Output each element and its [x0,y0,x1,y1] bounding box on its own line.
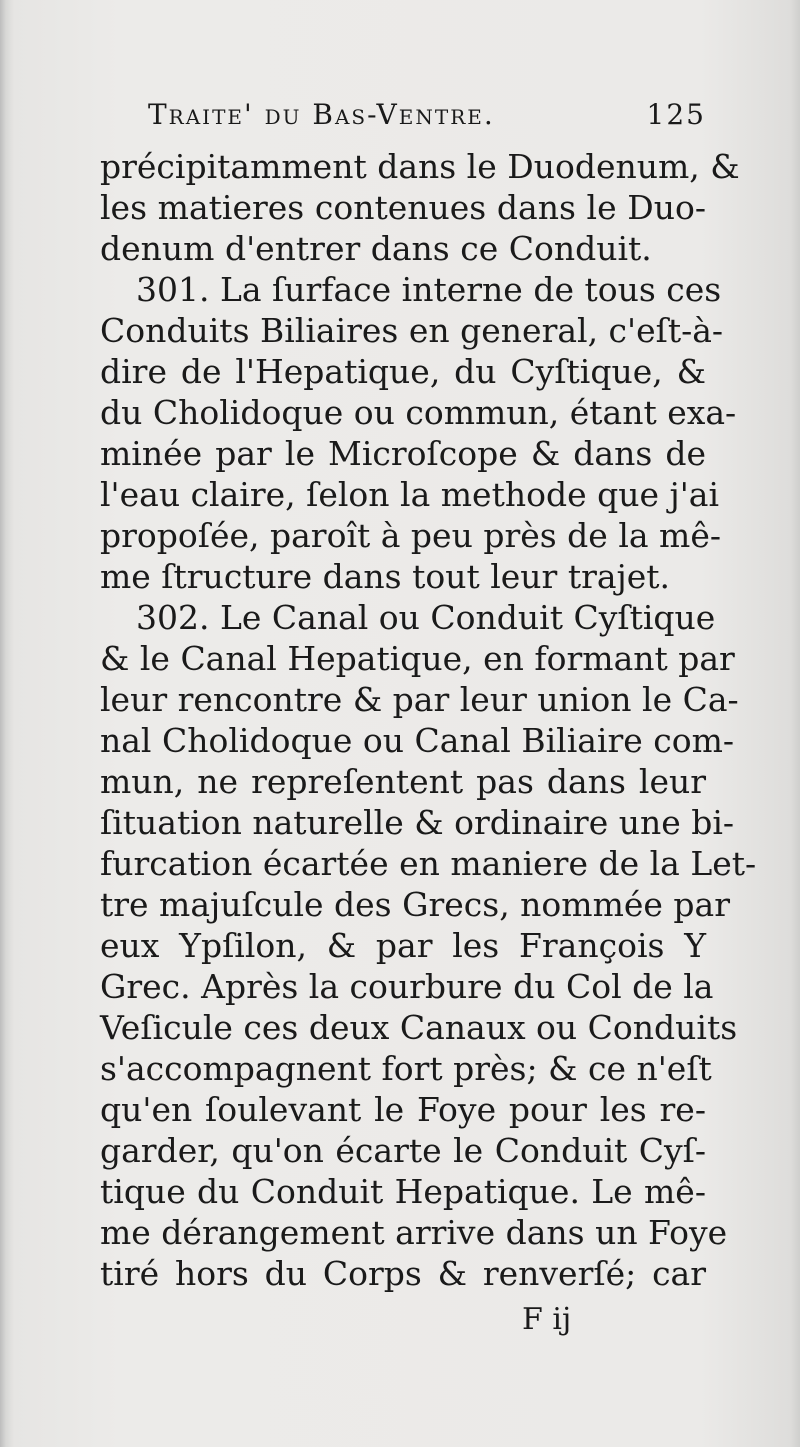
text-line: propoſée, paroît à peu près de la mê- [100,516,722,555]
page-number: 125 [646,98,706,131]
text-line: qu'en ſoulevant le Foye pour les re- [100,1090,706,1129]
text-line: dire de l'Hepatique, du Cyſtique, & [100,352,706,391]
text-line: garder, qu'on écarte le Conduit Cyſ- [100,1131,706,1170]
text-line: s'accompagnent fort près; & ce n'eſt [100,1049,712,1088]
text-line: du Cholidoque ou commun, étant exa- [100,393,737,432]
page-text-block [100,98,757,1294]
text-line: me dérangement arrive dans un Foye [100,1213,728,1252]
text-line: Conduits Biliaires en general, c'eſt-à- [100,311,724,350]
signature-mark: F ij [522,1302,572,1337]
text-line: minée par le Microſcope & dans de [100,434,706,473]
text-line: me ſtructure dans tout leur trajet. [100,557,671,596]
text-line: nal Cholidoque ou Canal Biliaire com- [100,721,735,760]
text-line: tre majuſcule des Grecs, nommée par [100,885,730,924]
text-line: précipitamment dans le Duodenum, & [100,147,740,186]
text-line: eux Ypſilon, & par les François Y [100,926,706,965]
running-head-title: Traite' du Bas-Ventre. [148,98,495,131]
text-line: tique du Conduit Hepatique. Le mê- [100,1172,706,1211]
text-line: l'eau claire, ſelon la methode que j'ai [100,475,720,514]
text-line: denum d'entrer dans ce Conduit. [100,229,652,268]
text-line: leur rencontre & par leur union le Ca- [100,680,739,719]
running-head [148,98,706,146]
text-line: & le Canal Hepatique, en formant par [100,639,735,678]
text-line: Grec. Après la courbure du Col de la [100,967,714,1006]
text-line: mun, ne repreſentent pas dans leur [100,762,706,801]
text-line: Veſicule ces deux Canaux ou Conduits [100,1008,738,1047]
text-line: ſituation naturelle & ordinaire une bi- [100,803,735,842]
text-line: les matieres contenues dans le Duo- [100,188,706,227]
paragraph-301-start: 301. La ſurface interne de tous ces [136,270,722,309]
text-line: tiré hors du Corps & renverſé; car [100,1254,706,1293]
text-line: furcation écartée en maniere de la Let- [100,844,757,883]
paragraph-302-start: 302. Le Canal ou Conduit Cyſtique [136,598,716,637]
